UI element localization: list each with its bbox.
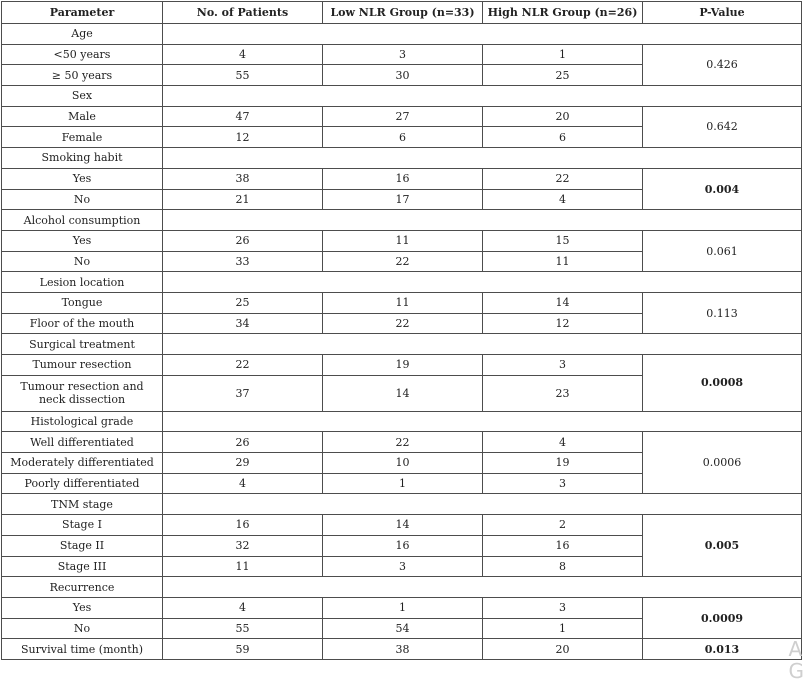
low-nlr-count: 1 [323, 473, 483, 494]
section-row [2, 334, 802, 355]
low-nlr-count: 11 [323, 292, 483, 313]
high-nlr-count: 19 [483, 453, 643, 474]
section-empty-cell [163, 411, 802, 432]
section-title: Surgical treatment [2, 334, 163, 355]
p-value: 0.004 [643, 168, 802, 209]
high-nlr-count: 3 [483, 355, 643, 376]
low-nlr-count: 30 [323, 65, 483, 86]
patients-count: 29 [163, 453, 323, 474]
low-nlr-count: 16 [323, 168, 483, 189]
low-nlr-count: 22 [323, 432, 483, 453]
low-nlr-count: 38 [323, 639, 483, 660]
high-nlr-count: 1 [483, 44, 643, 65]
header-patients: No. of Patients [163, 2, 323, 24]
patients-count: 59 [163, 639, 323, 660]
high-nlr-count: 25 [483, 65, 643, 86]
data-row [2, 168, 802, 189]
p-value: 0.0009 [643, 597, 802, 638]
row-label: Stage II [2, 535, 163, 556]
section-empty-cell [163, 24, 802, 45]
section-empty-cell [163, 210, 802, 231]
patients-count: 22 [163, 355, 323, 376]
high-nlr-count: 20 [483, 639, 643, 660]
data-row [2, 355, 802, 376]
section-title: Smoking habit [2, 148, 163, 169]
section-empty-cell [163, 577, 802, 598]
row-label: Floor of the mouth [2, 313, 163, 334]
section-row [2, 577, 802, 598]
low-nlr-count: 1 [323, 597, 483, 618]
section-title: Histological grade [2, 411, 163, 432]
patients-count: 37 [163, 375, 323, 411]
row-label: <50 years [2, 44, 163, 65]
low-nlr-count: 16 [323, 535, 483, 556]
high-nlr-count: 2 [483, 515, 643, 536]
patients-count: 32 [163, 535, 323, 556]
patients-count: 26 [163, 230, 323, 251]
patients-count: 47 [163, 106, 323, 127]
section-row [2, 272, 802, 293]
patient-characteristics-table [1, 1, 802, 660]
patients-count: 25 [163, 292, 323, 313]
section-title: Sex [2, 86, 163, 107]
watermark-line-2: G [788, 659, 804, 683]
high-nlr-count: 8 [483, 556, 643, 577]
section-row [2, 494, 802, 515]
low-nlr-count: 6 [323, 127, 483, 148]
section-title: Lesion location [2, 272, 163, 293]
p-value: 0.061 [643, 230, 802, 271]
patients-count: 16 [163, 515, 323, 536]
low-nlr-count: 22 [323, 313, 483, 334]
data-row [2, 230, 802, 251]
header-p-value: P-Value [643, 2, 802, 24]
high-nlr-count: 15 [483, 230, 643, 251]
low-nlr-count: 14 [323, 375, 483, 411]
row-label: Yes [2, 597, 163, 618]
p-value: 0.426 [643, 44, 802, 85]
row-label: Female [2, 127, 163, 148]
section-title: Alcohol consumption [2, 210, 163, 231]
section-row [2, 148, 802, 169]
p-value: 0.0008 [643, 355, 802, 412]
header-parameter: Parameter [2, 2, 163, 24]
patients-count: 12 [163, 127, 323, 148]
high-nlr-count: 3 [483, 473, 643, 494]
low-nlr-count: 3 [323, 44, 483, 65]
p-value: 0.113 [643, 292, 802, 333]
header-low-nlr: Low NLR Group (n=33) [323, 2, 483, 24]
section-row [2, 411, 802, 432]
p-value: 0.005 [643, 515, 802, 577]
patients-count: 26 [163, 432, 323, 453]
row-label: No [2, 189, 163, 210]
survival-row [2, 639, 802, 660]
patients-count: 33 [163, 251, 323, 272]
row-label: Tumour resection [2, 355, 163, 376]
patients-count: 38 [163, 168, 323, 189]
row-label: Tongue [2, 292, 163, 313]
data-row [2, 597, 802, 618]
low-nlr-count: 54 [323, 618, 483, 639]
high-nlr-count: 11 [483, 251, 643, 272]
header-row [2, 2, 802, 24]
patients-count: 4 [163, 44, 323, 65]
high-nlr-count: 20 [483, 106, 643, 127]
section-empty-cell [163, 272, 802, 293]
low-nlr-count: 14 [323, 515, 483, 536]
high-nlr-count: 14 [483, 292, 643, 313]
section-title: TNM stage [2, 494, 163, 515]
high-nlr-count: 3 [483, 597, 643, 618]
section-row [2, 86, 802, 107]
data-row [2, 515, 802, 536]
p-value: 0.0006 [643, 432, 802, 494]
section-empty-cell [163, 334, 802, 355]
row-label: Stage III [2, 556, 163, 577]
low-nlr-count: 11 [323, 230, 483, 251]
data-row [2, 44, 802, 65]
row-label: Poorly differentiated [2, 473, 163, 494]
p-value: 0.642 [643, 106, 802, 147]
section-empty-cell [163, 494, 802, 515]
row-label: Male [2, 106, 163, 127]
patients-count: 21 [163, 189, 323, 210]
high-nlr-count: 12 [483, 313, 643, 334]
watermark-line-1: A [788, 637, 803, 661]
section-empty-cell [163, 148, 802, 169]
section-title: Recurrence [2, 577, 163, 598]
low-nlr-count: 22 [323, 251, 483, 272]
patients-count: 4 [163, 473, 323, 494]
low-nlr-count: 17 [323, 189, 483, 210]
patients-count: 4 [163, 597, 323, 618]
p-value: 0.013 [643, 639, 802, 660]
section-row [2, 24, 802, 45]
row-label: Well differentiated [2, 432, 163, 453]
high-nlr-count: 22 [483, 168, 643, 189]
row-label: No [2, 618, 163, 639]
low-nlr-count: 3 [323, 556, 483, 577]
high-nlr-count: 23 [483, 375, 643, 411]
section-empty-cell [163, 86, 802, 107]
patients-count: 55 [163, 65, 323, 86]
data-row [2, 106, 802, 127]
high-nlr-count: 4 [483, 189, 643, 210]
section-row [2, 210, 802, 231]
row-label: Stage I [2, 515, 163, 536]
data-row [2, 432, 802, 453]
patients-count: 11 [163, 556, 323, 577]
high-nlr-count: 1 [483, 618, 643, 639]
row-label: No [2, 251, 163, 272]
header-high-nlr: High NLR Group (n=26) [483, 2, 643, 24]
row-label: Moderately differentiated [2, 453, 163, 474]
patients-count: 34 [163, 313, 323, 334]
row-label: Tumour resection and neck dissection [2, 375, 163, 411]
table-body [2, 24, 802, 660]
low-nlr-count: 19 [323, 355, 483, 376]
low-nlr-count: 10 [323, 453, 483, 474]
section-title: Age [2, 24, 163, 45]
watermark [789, 638, 804, 682]
row-label: Yes [2, 230, 163, 251]
row-label: ≥ 50 years [2, 65, 163, 86]
row-label: Survival time (month) [2, 639, 163, 660]
row-label: Yes [2, 168, 163, 189]
high-nlr-count: 6 [483, 127, 643, 148]
patients-count: 55 [163, 618, 323, 639]
high-nlr-count: 4 [483, 432, 643, 453]
high-nlr-count: 16 [483, 535, 643, 556]
data-row [2, 292, 802, 313]
low-nlr-count: 27 [323, 106, 483, 127]
